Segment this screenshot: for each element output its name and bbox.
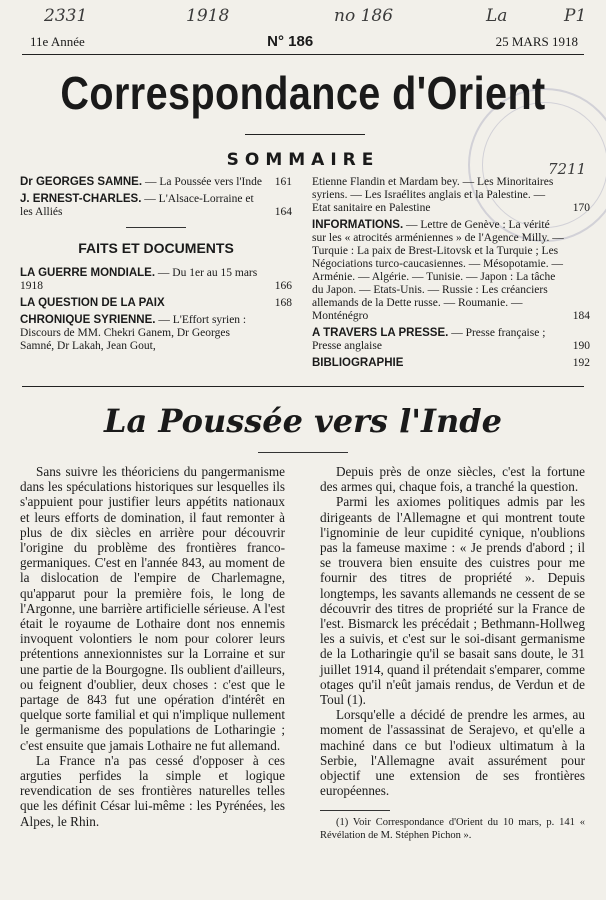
footnote-rule	[320, 810, 390, 811]
toc-page: 164	[274, 206, 292, 218]
toc-entry	[20, 193, 292, 219]
toc-page: 161	[274, 176, 292, 188]
toc-author: BIBLIOGRAPHIE	[312, 357, 404, 369]
footnote: (1) Voir Correspondance d'Orient du 10 mars, p. 141 « Révélation de M. Stéphen Pichon ».	[320, 817, 585, 841]
toc-text: — Lettre de Genève : La vérité sur les « atrocités arméniennes » de l'Agence Milly. — Turquie : La paix de Brest-Litovsk et la Turquie ; Les Négociations turco-caucasiennes. — Mésopotamie. — Arménie. — Algérie. — Tunisie. — Japon : La tâche du Japon. — Etats-Unis. — Russie : Les créanciers allemands de la Dette russe. — Roumanie. — Monténégro	[312, 219, 564, 322]
handwritten-note-6: 7211	[548, 160, 587, 178]
toc-entry	[312, 357, 590, 370]
toc-text: — L'Effort syrien : Discours de MM. Chekri Ganem, Dr Georges Samné, Dr Lakah, Jean Gout,	[20, 314, 247, 352]
journal-title: Correspondance d'Orient	[60, 67, 546, 119]
toc-author: Dr GEORGES SAMNE.	[20, 176, 143, 188]
masthead-rule	[22, 54, 584, 55]
toc-page: 184	[572, 310, 590, 322]
article-paragraph: Lorsqu'elle a décidé de prendre les armes, au moment de l'assassinat de Serajevo, et qu'elle a machiné dans ce but l'odieux ultimatum à la Serbie, l'Allemagne avait assurément pour objectif une extension de ses frontières européennes.	[320, 707, 585, 799]
article-column-right	[320, 464, 585, 842]
handwritten-note-1: 2331	[44, 6, 88, 26]
article-paragraph: La France n'a pas cessé d'opposer à ces arguties perfides la simple et logique revendication de ses frontières naturelles telles que les définit César lui-même : les Pyrénées, les Alpes, le Rhin.	[20, 752, 285, 829]
handwritten-note-5: P1	[564, 6, 587, 26]
article-paragraph: Sans suivre les théoriciens du pangermanisme dans les spéculations historiques sur lesquelles ils s'appuient pour justifier leurs appétits nationaux et leurs efforts de domination, il faut remonter à plus de dix siècles en arrière pour découvrir l'origine du problème des frontières franco-germaniques. C'est en l'année 843, au moment de la dislocation de l'empire de Charlemagne, qu'apparut pour la première fois, le long de l'Argonne, une barrière artificielle sérieuse. A l'est était le royaume de Lothaire dont nos ennemis invoquent volontiers le nom pour colorer leurs prétentions annexionnistes sur la Lorraine et sur une partie de la Bourgogne. Ils oublient d'ailleurs, ou feignent d'oublier, deux choses : c'est que le partage de 843 fut une opération d'intérêt en quelque sorte familial et qui n'implique nullement le germanisme des populations de Lotharingie ; c'est ensuite que jamais Lothaire ne fut allemand.	[20, 464, 285, 753]
article-title-rule	[258, 452, 348, 453]
toc-author: CHRONIQUE SYRIENNE.	[20, 314, 156, 326]
toc-left-column	[20, 176, 292, 357]
faits-heading: FAITS ET DOCUMENTS	[78, 240, 234, 256]
toc-page: 192	[572, 357, 590, 369]
toc-author: LA QUESTION DE LA PAIX	[20, 297, 165, 309]
toc-entry	[20, 297, 292, 310]
article-paragraph: Parmi les axiomes politiques admis par les dirigeants de l'Allemagne et qui montrent toute l'ignominie de leur cupidité cynique, n'oublions pas la fameuse maxime : « Je prends d'abord ; il se trouvera bien ensuite des cuistres pour me fournir des titres de propriété ». Depuis longtemps, les savants allemands ne cessent de se découvrir des titres de propriété sur la France de l'est. Bismarck les précédait ; Bethmann-Hollweg les a suivis, et c'est sur le soi-disant germanisme de la Lotharingie qu'il se basait sans doute, le 31 juillet 1914, quand il prétendait s'emparer, comme otages qu'il n'eût jamais rendus, de Verdun et de Toul (1).	[320, 494, 585, 708]
article-title: La Poussée vers l'Inde	[104, 402, 502, 440]
toc-entry	[20, 314, 292, 353]
toc-author: INFORMATIONS.	[312, 219, 404, 231]
handwritten-note-2: 1918	[186, 6, 230, 26]
toc-text: — Presse française ; Presse anglaise	[312, 327, 546, 352]
toc-page: 168	[274, 297, 292, 309]
toc-author: A TRAVERS LA PRESSE.	[312, 327, 449, 339]
toc-author: J. ERNEST-CHARLES.	[20, 193, 142, 205]
issue-number: N° 186	[267, 33, 314, 50]
toc-text: Etienne Flandin et Mardam bey. — Les Minoritaires syriens. — Les Israélites anglais et la Palestine. — Etat sanitaire en Palestine	[312, 176, 554, 214]
toc-page: 166	[274, 280, 292, 292]
toc-page: 190	[572, 340, 590, 352]
year-label: 11e Année	[30, 34, 85, 49]
toc-text: — L'Alsace-Lorraine et les Alliés	[20, 193, 254, 218]
title-rule	[245, 134, 365, 135]
article-paragraph: Depuis près de onze siècles, c'est la fortune des armes qui, chaque fois, a tranché la question.	[320, 464, 585, 495]
toc-page: 170	[572, 202, 590, 214]
handwritten-note-4: La	[486, 6, 508, 26]
handwritten-note-3: no 186	[334, 6, 394, 26]
masthead-row	[30, 33, 578, 50]
toc-entry	[312, 327, 590, 353]
article-column-left	[20, 464, 285, 829]
toc-right-column	[312, 176, 590, 374]
toc-entry	[20, 176, 292, 189]
section-rule	[22, 386, 584, 387]
toc-text: — Du 1er au 15 mars 1918	[20, 267, 258, 292]
toc-author: LA GUERRE MONDIALE.	[20, 267, 156, 279]
toc-text: — La Poussée vers l'Inde	[144, 176, 262, 188]
toc-entry	[312, 176, 590, 215]
sommaire-heading: SOMMAIRE	[226, 150, 380, 170]
toc-entry	[312, 219, 590, 323]
issue-date: 25 MARS 1918	[495, 34, 578, 49]
toc-entry	[20, 267, 292, 293]
toc-separator	[126, 227, 186, 228]
